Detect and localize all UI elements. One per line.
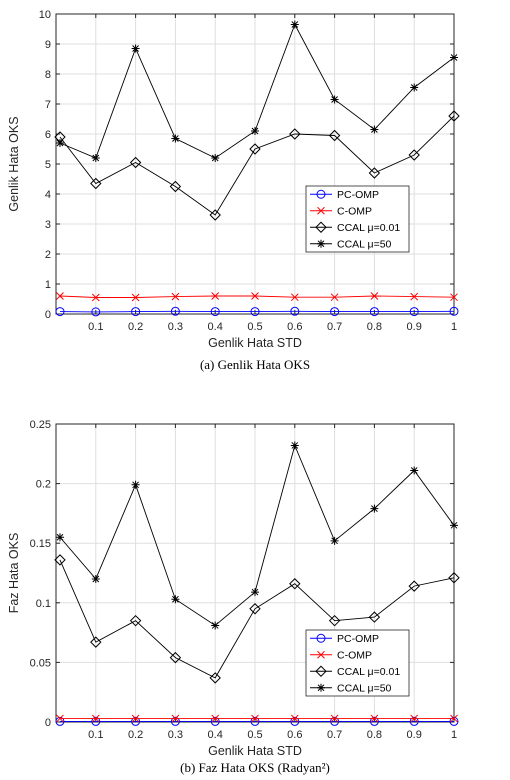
y-tick-label: 3: [44, 219, 51, 231]
x-tick-label: 0.8: [366, 729, 383, 741]
y-tick-label: 10: [38, 9, 51, 21]
data-point: [251, 588, 259, 596]
legend-marker: [317, 240, 325, 248]
y-tick-label: 0.2: [35, 478, 51, 491]
y-tick-label: 0.1: [35, 597, 51, 610]
data-point: [92, 154, 100, 162]
data-point: [132, 481, 140, 489]
data-point: [211, 154, 219, 162]
data-point: [56, 139, 64, 147]
data-point: [331, 537, 339, 545]
y-tick-label: 0: [44, 717, 51, 729]
chart-a: [0, 0, 510, 360]
y-tick-label: 2: [44, 249, 51, 261]
x-tick-label: 0.6: [287, 321, 303, 333]
x-tick-label: 0.9: [406, 729, 422, 741]
x-tick-label: 0.4: [207, 729, 223, 741]
x-tick-label: 0.9: [406, 321, 422, 333]
data-point: [211, 621, 219, 629]
x-tick-label: 0.6: [287, 729, 303, 741]
x-tick-label: 0.1: [88, 729, 104, 741]
legend-entry: CCAL μ=0.01: [337, 221, 401, 234]
y-tick-label: 0.15: [29, 538, 51, 551]
x-axis-label: Genlik Hata STD: [208, 744, 302, 758]
data-point: [450, 54, 458, 62]
legend: [306, 186, 409, 252]
y-tick-label: 7: [44, 99, 51, 111]
x-tick-label: 0.3: [167, 729, 184, 741]
y-tick-label: 0.25: [29, 419, 51, 431]
y-tick-label: 8: [44, 69, 51, 81]
data-point: [132, 45, 140, 53]
data-point: [410, 466, 418, 474]
legend-entry: CCAL μ=50: [337, 682, 392, 695]
x-tick-label: 0.7: [326, 729, 343, 741]
x-tick-label: 1: [450, 729, 458, 741]
legend-entry: C-OMP: [337, 649, 372, 662]
y-tick-label: 0: [44, 309, 51, 321]
legend-entry: CCAL μ=0.01: [337, 665, 401, 678]
y-tick-label: 5: [44, 159, 51, 171]
legend-entry: PC-OMP: [337, 632, 379, 645]
legend-entry: PC-OMP: [337, 188, 379, 201]
y-tick-label: 4: [44, 189, 51, 201]
data-point: [291, 21, 299, 29]
x-tick-label: 0.7: [326, 321, 343, 333]
legend: [306, 630, 409, 696]
x-axis-label: Genlik Hata STD: [208, 336, 302, 350]
data-point: [171, 595, 179, 603]
x-tick-label: 0.5: [247, 321, 263, 333]
x-tick-label: 0.2: [127, 321, 144, 333]
data-point: [56, 533, 64, 541]
y-tick-label: 0.05: [29, 657, 51, 670]
data-point: [171, 135, 179, 143]
y-axis-label: Faz Hata OKS: [7, 532, 21, 614]
legend-entry: C-OMP: [337, 205, 372, 218]
data-point: [450, 521, 458, 529]
x-tick-label: 0.1: [88, 321, 104, 333]
legend-marker: [317, 684, 325, 692]
caption-b: (b) Faz Hata OKS (Radyan²): [180, 760, 330, 775]
data-point: [251, 127, 259, 135]
x-tick-label: 0.5: [247, 729, 263, 741]
data-point: [92, 575, 100, 583]
x-tick-label: 0.8: [366, 321, 383, 333]
x-tick-label: 0.3: [167, 321, 184, 333]
x-tick-label: 1: [450, 321, 458, 333]
data-point: [370, 505, 378, 513]
data-point: [331, 96, 339, 104]
data-point: [291, 441, 299, 449]
y-tick-label: 6: [44, 129, 51, 141]
y-tick-label: 1: [44, 279, 51, 291]
chart-b: [0, 400, 510, 758]
data-point: [370, 126, 378, 134]
series-line: [60, 311, 454, 312]
y-tick-label: 9: [44, 39, 51, 51]
legend-entry: CCAL μ=50: [337, 238, 392, 251]
x-tick-label: 0.2: [127, 729, 144, 741]
caption-a: (a) Genlik Hata OKS: [199, 357, 311, 372]
x-tick-label: 0.4: [207, 321, 223, 333]
y-axis-label: Genlik Hata OKS: [7, 116, 21, 212]
data-point: [410, 84, 418, 92]
